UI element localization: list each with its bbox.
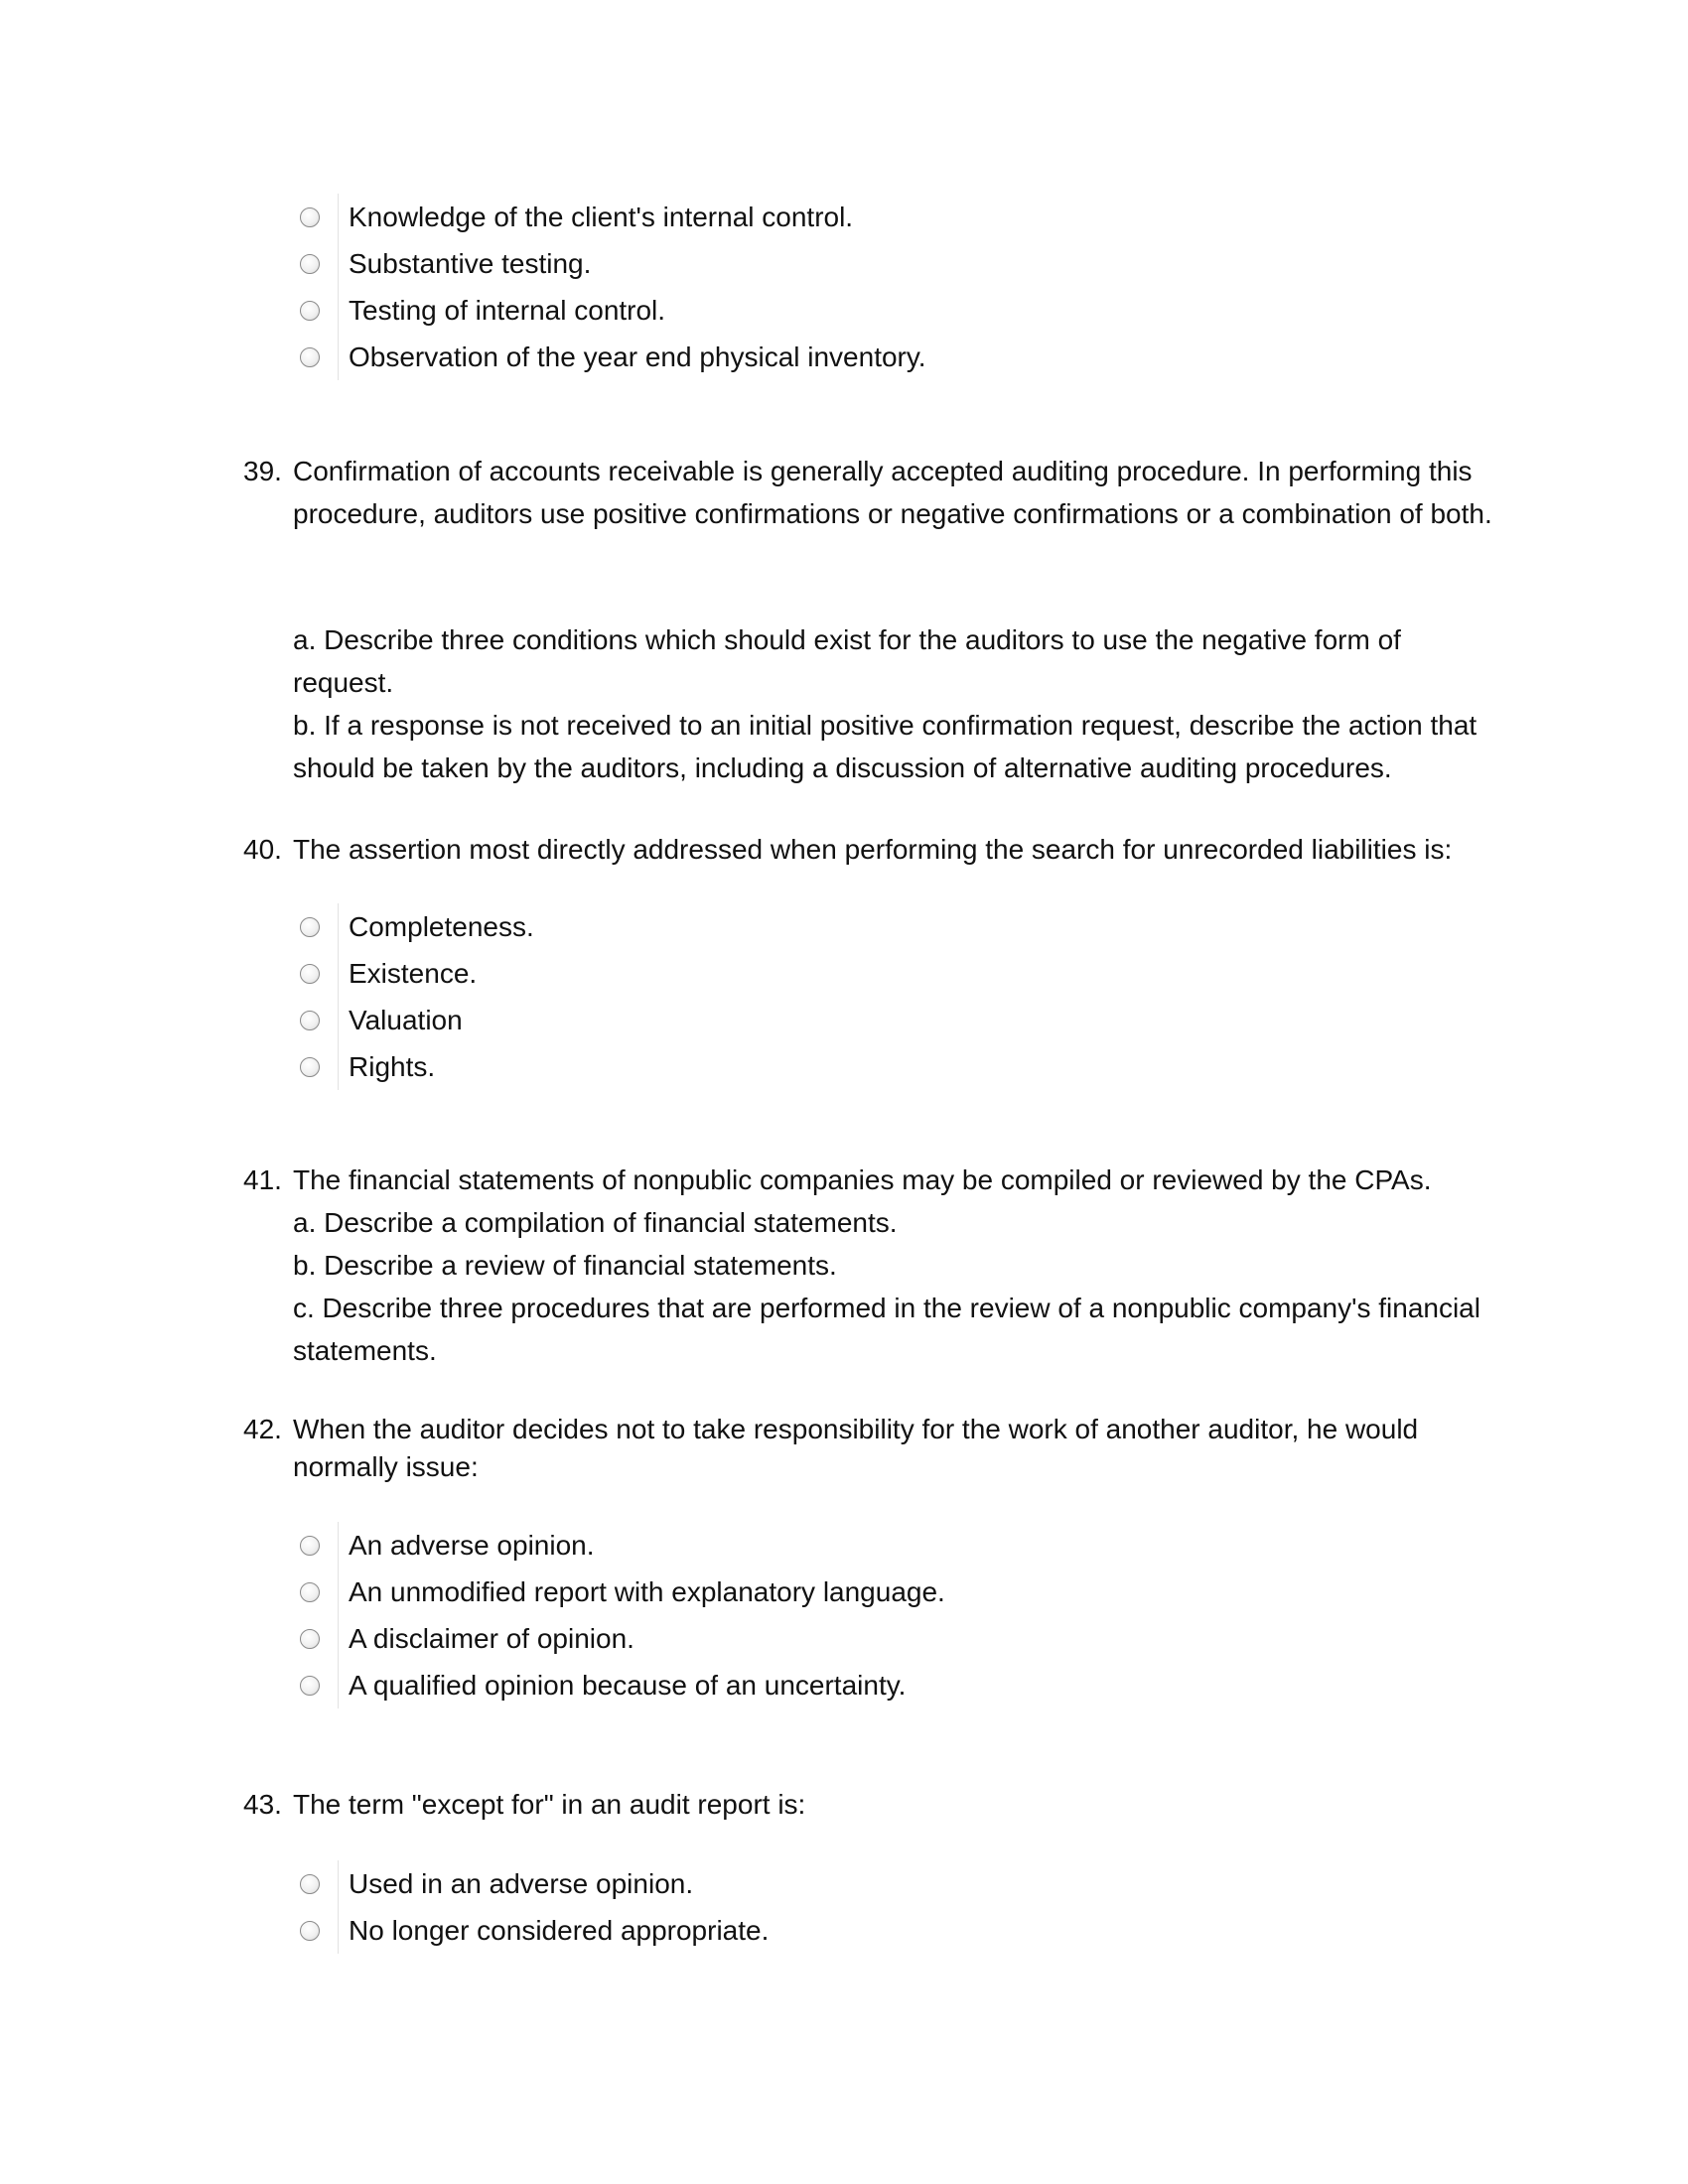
- question-text: The financial statements of nonpublic companies may be compiled or reviewed by the CPAs.: [293, 1164, 1432, 1195]
- option-label: A disclaimer of opinion.: [349, 1623, 634, 1654]
- option-label: Observation of the year end physical inventory.: [349, 341, 926, 372]
- q42-option-4[interactable]: [294, 1662, 1386, 1708]
- option-divider: [338, 240, 339, 287]
- question-number: 40.: [243, 834, 282, 865]
- option-label: Existence.: [349, 958, 478, 989]
- question-text: Confirmation of accounts receivable is generally accepted auditing procedure. In performing this procedure, auditors use positive confirmations or negative confirmations or a combination of both.: [293, 456, 1492, 529]
- option-label: A qualified opinion because of an uncertainty.: [349, 1670, 907, 1701]
- option-label: Substantive testing.: [349, 248, 592, 279]
- question-part-c: c. Describe three procedures that are performed in the review of a nonpublic company's financial statements.: [293, 1293, 1480, 1366]
- option-label: An unmodified report with explanatory language.: [349, 1576, 945, 1607]
- q40-option-1[interactable]: [294, 903, 1386, 950]
- option-divider: [338, 1662, 339, 1708]
- question-42: [243, 1411, 1494, 1486]
- option-label: Completeness.: [349, 911, 534, 942]
- option-label: Valuation: [349, 1005, 463, 1035]
- option-label: Rights.: [349, 1051, 436, 1082]
- radio-button-icon[interactable]: [300, 1582, 320, 1602]
- radio-button-icon[interactable]: [300, 254, 320, 274]
- q40-option-4[interactable]: [294, 1043, 1386, 1090]
- radio-button-icon[interactable]: [300, 1536, 320, 1556]
- q42-option-3[interactable]: [294, 1615, 1386, 1662]
- option-label: Testing of internal control.: [349, 295, 666, 326]
- question-number: 43.: [243, 1789, 282, 1820]
- question-43: [243, 1783, 1494, 1826]
- question-41: [243, 1159, 1494, 1372]
- radio-button-icon[interactable]: [300, 964, 320, 984]
- question-part-b: b. Describe a review of financial statements.: [293, 1250, 837, 1281]
- radio-button-icon[interactable]: [300, 1874, 320, 1894]
- radio-button-icon[interactable]: [300, 1057, 320, 1077]
- option-divider: [338, 1043, 339, 1090]
- question-39-parts: [243, 618, 1494, 789]
- q38-options: [294, 194, 1386, 380]
- radio-button-icon[interactable]: [300, 1676, 320, 1696]
- option-label: Knowledge of the client's internal control.: [349, 202, 854, 232]
- option-divider: [338, 1569, 339, 1615]
- option-divider: [338, 1860, 339, 1907]
- option-divider: [338, 950, 339, 997]
- q38-option-1[interactable]: [294, 194, 1386, 240]
- question-part-a: a. Describe a compilation of financial statements.: [293, 1207, 898, 1238]
- q43-options: [294, 1860, 1386, 1954]
- q40-options: [294, 903, 1386, 1090]
- q38-option-4[interactable]: [294, 334, 1386, 380]
- option-label: No longer considered appropriate.: [349, 1915, 770, 1946]
- radio-button-icon[interactable]: [300, 301, 320, 321]
- radio-button-icon[interactable]: [300, 1011, 320, 1030]
- option-divider: [338, 194, 339, 240]
- question-part-b: b. If a response is not received to an initial positive confirmation request, describe the action that should be taken by the auditors, including a discussion of alternative auditing procedures.: [293, 710, 1477, 783]
- radio-button-icon[interactable]: [300, 1921, 320, 1941]
- q40-option-3[interactable]: [294, 997, 1386, 1043]
- question-text: The assertion most directly addressed when performing the search for unrecorded liabilities is:: [293, 834, 1453, 865]
- question-number: 41.: [243, 1164, 282, 1195]
- question-text: The term "except for" in an audit report is:: [293, 1789, 806, 1820]
- option-divider: [338, 997, 339, 1043]
- question-40: [243, 828, 1494, 871]
- question-39: [243, 450, 1494, 535]
- radio-button-icon[interactable]: [300, 1629, 320, 1649]
- option-divider: [338, 287, 339, 334]
- option-label: Used in an adverse opinion.: [349, 1868, 694, 1899]
- option-divider: [338, 1615, 339, 1662]
- question-number: 42.: [243, 1414, 282, 1444]
- radio-button-icon[interactable]: [300, 347, 320, 367]
- radio-button-icon[interactable]: [300, 917, 320, 937]
- q40-option-2[interactable]: [294, 950, 1386, 997]
- question-part-a: a. Describe three conditions which should exist for the auditors to use the negative form of request.: [293, 624, 1401, 698]
- question-text: When the auditor decides not to take responsibility for the work of another auditor, he would normally issue:: [293, 1414, 1419, 1482]
- option-label: An adverse opinion.: [349, 1530, 595, 1561]
- option-divider: [338, 1522, 339, 1569]
- q38-option-2[interactable]: [294, 240, 1386, 287]
- q43-option-1[interactable]: [294, 1860, 1386, 1907]
- option-divider: [338, 334, 339, 380]
- q42-options: [294, 1522, 1386, 1708]
- q38-option-3[interactable]: [294, 287, 1386, 334]
- option-divider: [338, 1907, 339, 1954]
- radio-button-icon[interactable]: [300, 207, 320, 227]
- q42-option-2[interactable]: [294, 1569, 1386, 1615]
- option-divider: [338, 903, 339, 950]
- q42-option-1[interactable]: [294, 1522, 1386, 1569]
- question-number: 39.: [243, 456, 282, 486]
- q43-option-2[interactable]: [294, 1907, 1386, 1954]
